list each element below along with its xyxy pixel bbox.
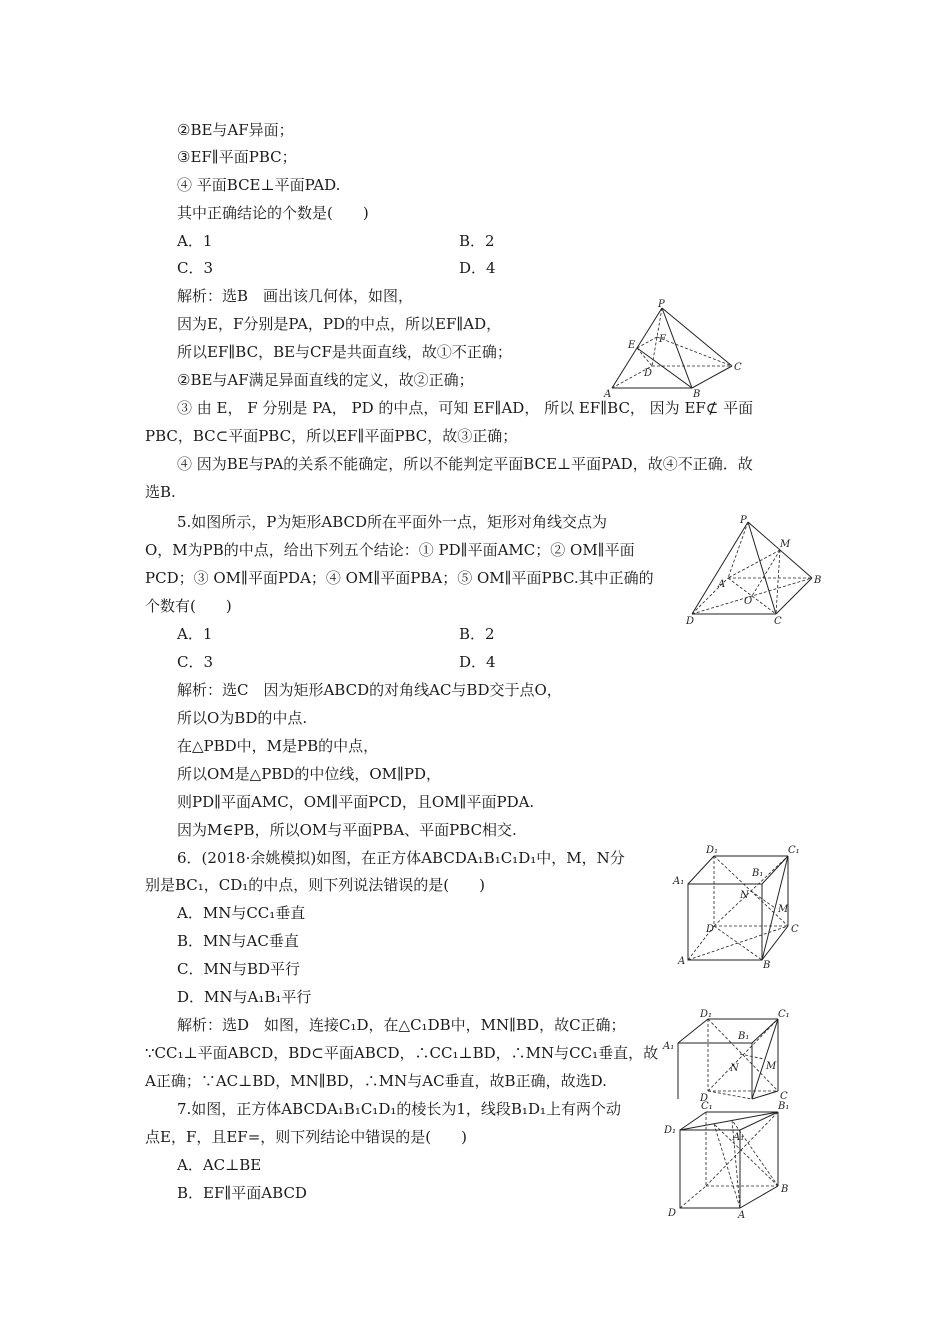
question-6: 6．(2018·余姚模拟)如图，在正方体ABCDA₁B₁C₁D₁中，M，N分	[177, 849, 625, 867]
label-b1: B₁	[778, 1101, 790, 1112]
label-p: P	[658, 299, 665, 310]
solution-line: 解析：选D 如图，连接C₁D，在△C₁DB中，MN∥BD，故C正确；	[177, 1016, 626, 1034]
label-a: A	[678, 956, 686, 967]
label-a1: A₁	[663, 1041, 675, 1052]
label-o: O	[744, 596, 753, 607]
label-b: B	[693, 389, 701, 400]
cube-figure-6-solution	[660, 1007, 800, 1103]
label-a: A	[738, 1210, 746, 1218]
solution-line: 解析：选B 画出该几何体，如图，	[177, 287, 414, 305]
option-b: B．2	[459, 232, 495, 250]
label-c: C	[774, 616, 782, 627]
label-m: M	[778, 904, 789, 915]
solution-line: 选B.	[145, 483, 176, 501]
solution-line: 解析：选C 因为矩形ABCD的对角线AC与BD交于点O，	[177, 681, 562, 699]
question-7: 7.如图，正方体ABCDA₁B₁C₁D₁的棱长为1，线段B₁D₁上有两个动	[177, 1100, 621, 1118]
label-f: F	[659, 334, 666, 345]
label-p: P	[740, 515, 747, 526]
question-5: 5.如图所示，P为矩形ABCD所在平面外一点，矩形对角线交点为	[177, 513, 608, 531]
label-e: E	[628, 340, 636, 351]
solution-line: 所以EF∥BC，BE与CF是共面直线，故①不正确；	[177, 343, 512, 361]
text-line: ④ 平面BCE⊥平面PAD.	[177, 176, 341, 194]
solution-line: 所以OM是△PBD的中位线，OM∥PD，	[177, 765, 442, 783]
solution-line: 因为E，F分别是PA，PD的中点，所以EF∥AD，	[177, 315, 502, 333]
solution-line: A正确；∵AC⊥BD，MN∥BD，∴MN与AC垂直，故B正确，故选D.	[145, 1072, 607, 1090]
option-a: A．AC⊥BE	[177, 1156, 262, 1174]
solution-line: 因为M∈PB，所以OM与平面PBA、平面PBC相交.	[177, 821, 517, 839]
label-b: B	[781, 1184, 789, 1195]
label-c1: C₁	[778, 1009, 790, 1020]
question-5: 个数有( )	[145, 597, 232, 615]
text-line: ②BE与AF异面；	[177, 121, 294, 139]
label-c: C	[780, 1091, 788, 1102]
label-a: A	[604, 389, 612, 400]
cube-figure-7	[660, 1100, 800, 1218]
pyramid-figure-1	[600, 298, 750, 400]
option-a: A．MN与CC₁垂直	[177, 904, 306, 922]
option-c: C．MN与BD平行	[177, 960, 301, 978]
text-line: ③EF∥平面PBC；	[177, 148, 297, 166]
label-d: D	[686, 616, 695, 627]
pyramid-figure-2	[680, 512, 830, 630]
option-d: D．MN与A₁B₁平行	[177, 988, 312, 1006]
question-6: 别是BC₁，CD₁的中点，则下列说法错误的是( )	[145, 876, 486, 894]
question-7: 点E，F，且EF=，则下列结论中错误的是( )	[145, 1128, 467, 1146]
label-a1: A₁	[673, 876, 685, 887]
label-n: N	[730, 1063, 739, 1074]
label-d: D	[700, 1093, 709, 1103]
label-d: D	[644, 368, 653, 379]
solution-line: PBC，BC⊂平面PBC，所以EF∥平面PBC，故③正确；	[145, 427, 518, 445]
label-b1: B₁	[738, 1031, 750, 1042]
label-b1: B₁	[752, 868, 764, 879]
solution-line: ②BE与AF满足异面直线的定义，故②正确；	[177, 371, 474, 389]
option-c: C．3	[177, 653, 214, 671]
label-m: M	[780, 539, 791, 550]
question-5: PCD；③ OM∥平面PDA；④ OM∥平面PBA；⑤ OM∥平面PBC.其中正确的	[145, 569, 654, 587]
option-b: B．2	[459, 625, 495, 643]
label-c1: C₁	[701, 1101, 713, 1112]
label-c1: C₁	[788, 845, 800, 856]
label-d1: D₁	[700, 1009, 713, 1020]
option-b: B．MN与AC垂直	[177, 932, 299, 950]
option-a: A．1	[177, 232, 213, 250]
label-m: M	[766, 1061, 777, 1072]
question-prompt: 其中正确结论的个数是( )	[177, 204, 369, 222]
option-d: D．4	[459, 653, 496, 671]
cube-figure-6	[672, 840, 812, 972]
option-d: D．4	[459, 259, 496, 277]
solution-line: ∵CC₁⊥平面ABCD，BD⊂平面ABCD，∴CC₁⊥BD，∴MN与CC₁垂直，故	[145, 1044, 659, 1062]
label-c: C	[791, 924, 799, 935]
label-b: B	[763, 960, 771, 971]
label-a: A	[718, 579, 726, 590]
label-d: D	[706, 924, 715, 935]
label-b: B	[814, 575, 822, 586]
solution-line: 在△PBD中，M是PB的中点，	[177, 737, 379, 755]
label-d1: D₁	[664, 1125, 677, 1136]
label-a1: A₁	[733, 1132, 745, 1143]
label-d: D	[668, 1208, 677, 1218]
solution-line: ④ 因为BE与PA的关系不能确定，所以不能判定平面BCE⊥平面PAD，故④不正确．故	[177, 455, 753, 473]
label-c: C	[734, 362, 742, 373]
option-a: A．1	[177, 625, 213, 643]
question-5: O，M为PB的中点，给出下列五个结论：① PD∥平面AMC；② OM∥平面	[145, 541, 635, 559]
label-n: N	[740, 890, 749, 901]
label-d1: D₁	[706, 845, 719, 856]
solution-line: 则PD∥平面AMC，OM∥平面PCD，且OM∥平面PDA.	[177, 793, 535, 811]
option-b: B．EF∥平面ABCD	[177, 1184, 307, 1202]
solution-line: 所以O为BD的中点.	[177, 709, 308, 727]
solution-line: ③ 由 E， F 分别是 PA， PD 的中点，可知 EF∥AD， 所以 EF∥BC， 因为 EF⊄ 平面	[177, 399, 754, 417]
option-c: C．3	[177, 259, 214, 277]
